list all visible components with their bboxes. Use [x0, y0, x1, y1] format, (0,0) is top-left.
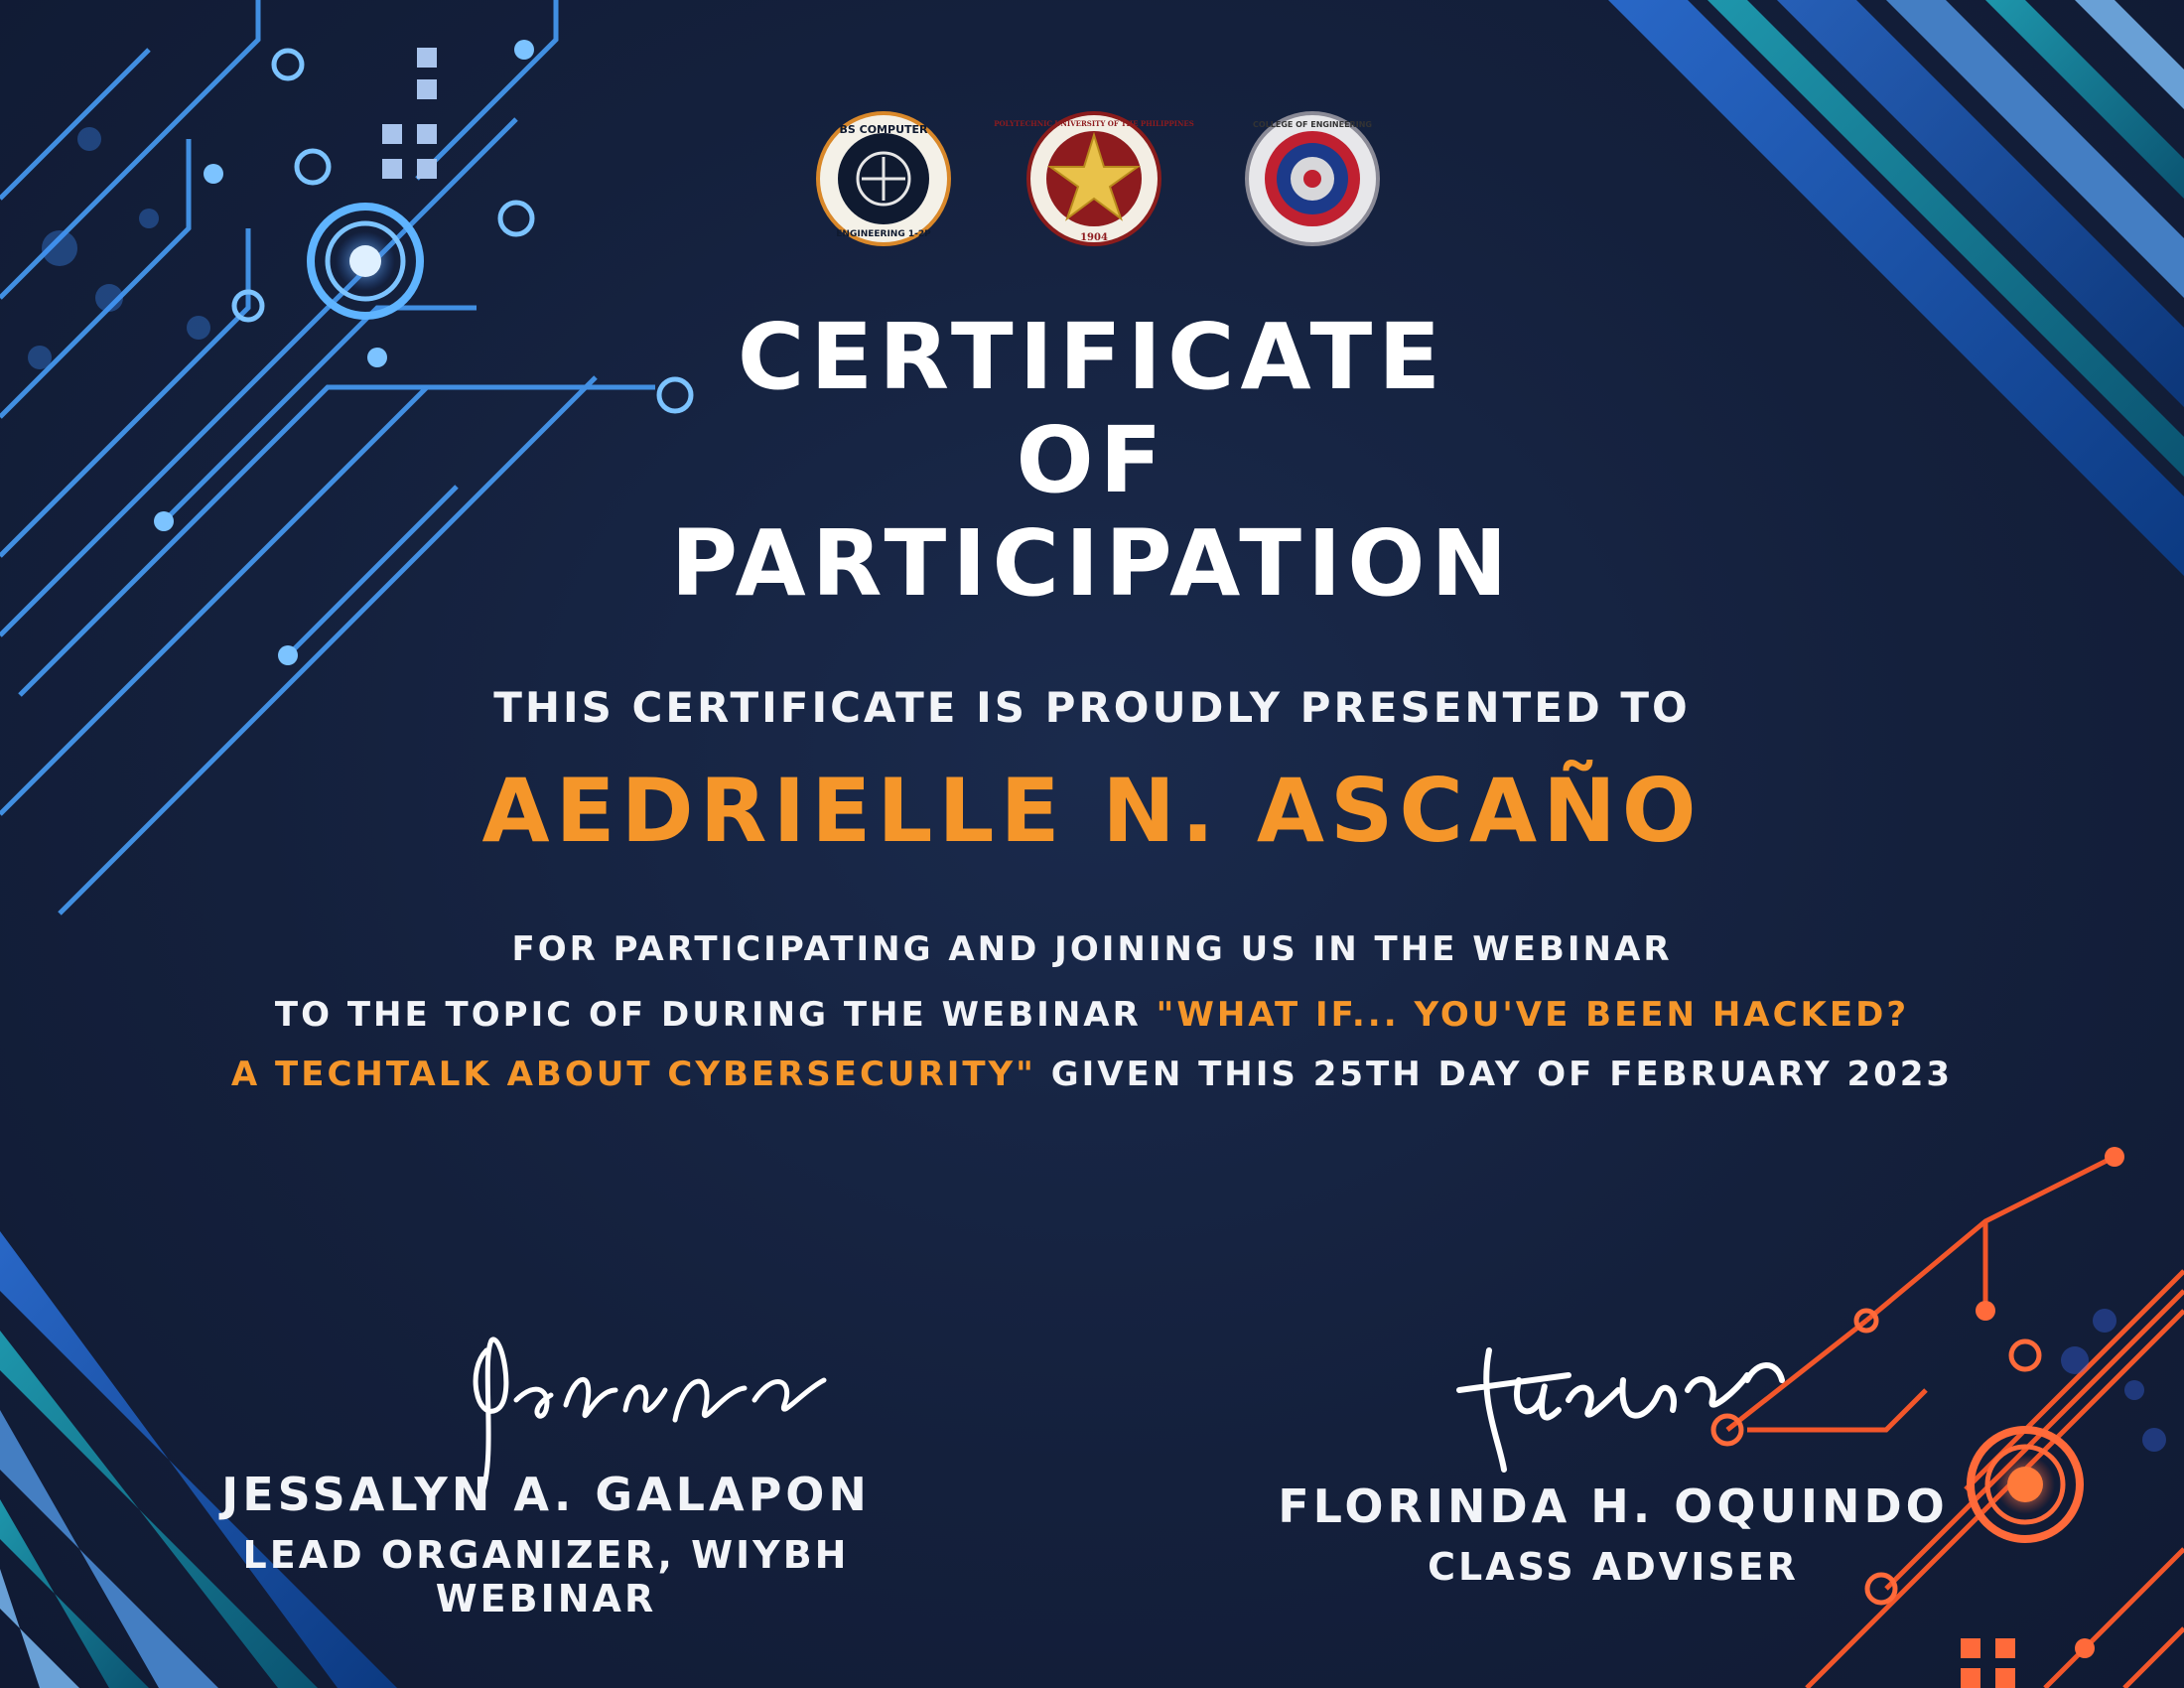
- logo2-bottom-text: 1904: [1080, 232, 1108, 243]
- signatory-1-name: JESSALYN A. GALAPON: [221, 1468, 871, 1521]
- webinar-topic-part1: "WHAT IF... YOU'VE BEEN HACKED?: [1156, 995, 1910, 1035]
- signatory-2-name: FLORINDA H. OQUINDO: [1278, 1479, 1949, 1533]
- webinar-topic-part2: A TECHTALK ABOUT CYBERSECURITY": [230, 1055, 1036, 1094]
- signatory-2-role: CLASS ADVISER: [1428, 1545, 1799, 1589]
- signature-oquindo: [1449, 1321, 1787, 1479]
- body-line1: FOR PARTICIPATING AND JOINING US IN THE WEBINAR: [511, 929, 1673, 969]
- signatory-1-role: LEAD ORGANIZER, WIYBH WEBINAR: [242, 1533, 850, 1620]
- signature-oquindo-text: Foquindo: [1454, 1321, 1459, 1322]
- certificate-title-line1: CERTIFICATE: [737, 304, 1447, 410]
- body-line2-prefix: TO THE TOPIC OF DURING THE WEBINAR: [274, 995, 1157, 1035]
- signatory-1: [149, 1468, 943, 1620]
- signature-galapon-text: Jgalapon: [462, 1311, 467, 1312]
- body-line3: [0, 1055, 2184, 1094]
- certificate-title-line3: PARTICIPATION: [670, 510, 1514, 617]
- bottom-right-circuit: [1727, 1157, 2184, 1688]
- logo1-top-text: BS COMPUTER: [839, 123, 928, 136]
- top-left-squares: [382, 48, 437, 179]
- bottom-right-squares: [1961, 1638, 2015, 1688]
- presented-to-text: THIS CERTIFICATE IS PROUDLY PRESENTED TO: [493, 683, 1691, 732]
- certificate-title-line2: OF: [1016, 407, 1168, 513]
- body-line2: [0, 995, 2184, 1035]
- logo1-bottom-text: ENGINEERING 1-2P: [836, 229, 931, 239]
- pup-seal: [994, 109, 1194, 248]
- recipient-name: AEDRIELLE N. ASCAÑO: [481, 760, 1703, 862]
- signatory-2: [1216, 1479, 2010, 1589]
- body-line3-suffix: GIVEN THIS 25TH DAY OF FEBRUARY 2023: [1035, 1055, 1954, 1094]
- college-of-engineering-logo: [1243, 109, 1382, 248]
- logo2-top-text: POLYTECHNIC UNIVERSITY OF THE PHILIPPINES: [994, 119, 1194, 128]
- bs-computer-engineering-logo: [814, 109, 953, 248]
- logo3-top-text: COLLEGE OF ENGINEERING: [1253, 120, 1372, 129]
